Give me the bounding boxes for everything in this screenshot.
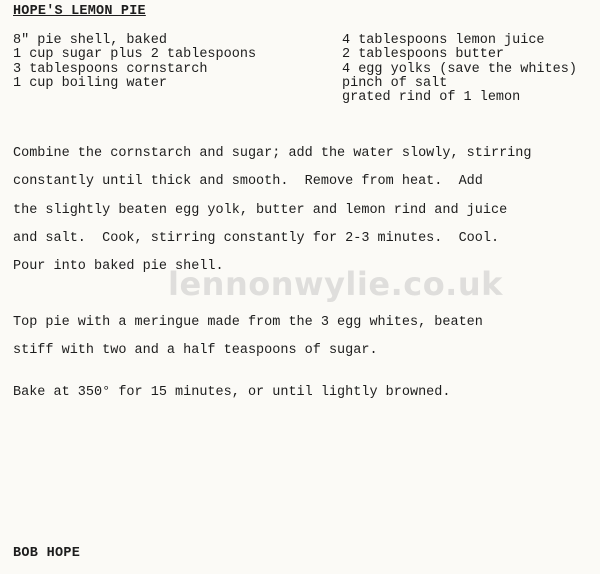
method-paragraph-cooking: Combine the cornstarch and sugar; add the water slowly, stirring constantly until thick and smooth. Remove from heat. Add the slightly beaten egg yolk, butter and lemon rind and juice and salt. Cook, stirring constantly for 2-3 minutes. Cool. Pour into baked pie shell.: [13, 146, 532, 275]
ingredient-item: 4 tablespoons lemon juice: [342, 33, 545, 48]
ingredient-item: 4 egg yolks (save the whites): [342, 61, 577, 77]
ingredients-right-column: [342, 34, 577, 105]
recipe-title: HOPE'S LEMON PIE: [13, 4, 146, 19]
recipe-author: BOB HOPE: [13, 546, 81, 561]
watermark: lennonwylie.co.uk: [168, 265, 503, 303]
ingredient-item: 8" pie shell, baked: [13, 33, 167, 48]
method-paragraph-meringue: Top pie with a meringue made from the 3 egg whites, beaten stiff with two and a half teaspoons of sugar.: [13, 315, 483, 359]
ingredient-item: 2 tablespoons butter: [342, 47, 505, 63]
ingredient-item: grated rind of 1 lemon: [342, 90, 521, 106]
method-paragraph-baking: Bake at 350° for 15 minutes, or until lightly browned.: [13, 385, 451, 400]
ingredient-item: 3 tablespoons cornstarch: [13, 61, 208, 77]
ingredient-item: pinch of salt: [342, 75, 448, 91]
ingredient-item: 1 cup boiling water: [13, 75, 167, 91]
ingredients-left-column: [13, 34, 256, 91]
ingredient-item: 1 cup sugar plus 2 tablespoons: [13, 47, 257, 63]
